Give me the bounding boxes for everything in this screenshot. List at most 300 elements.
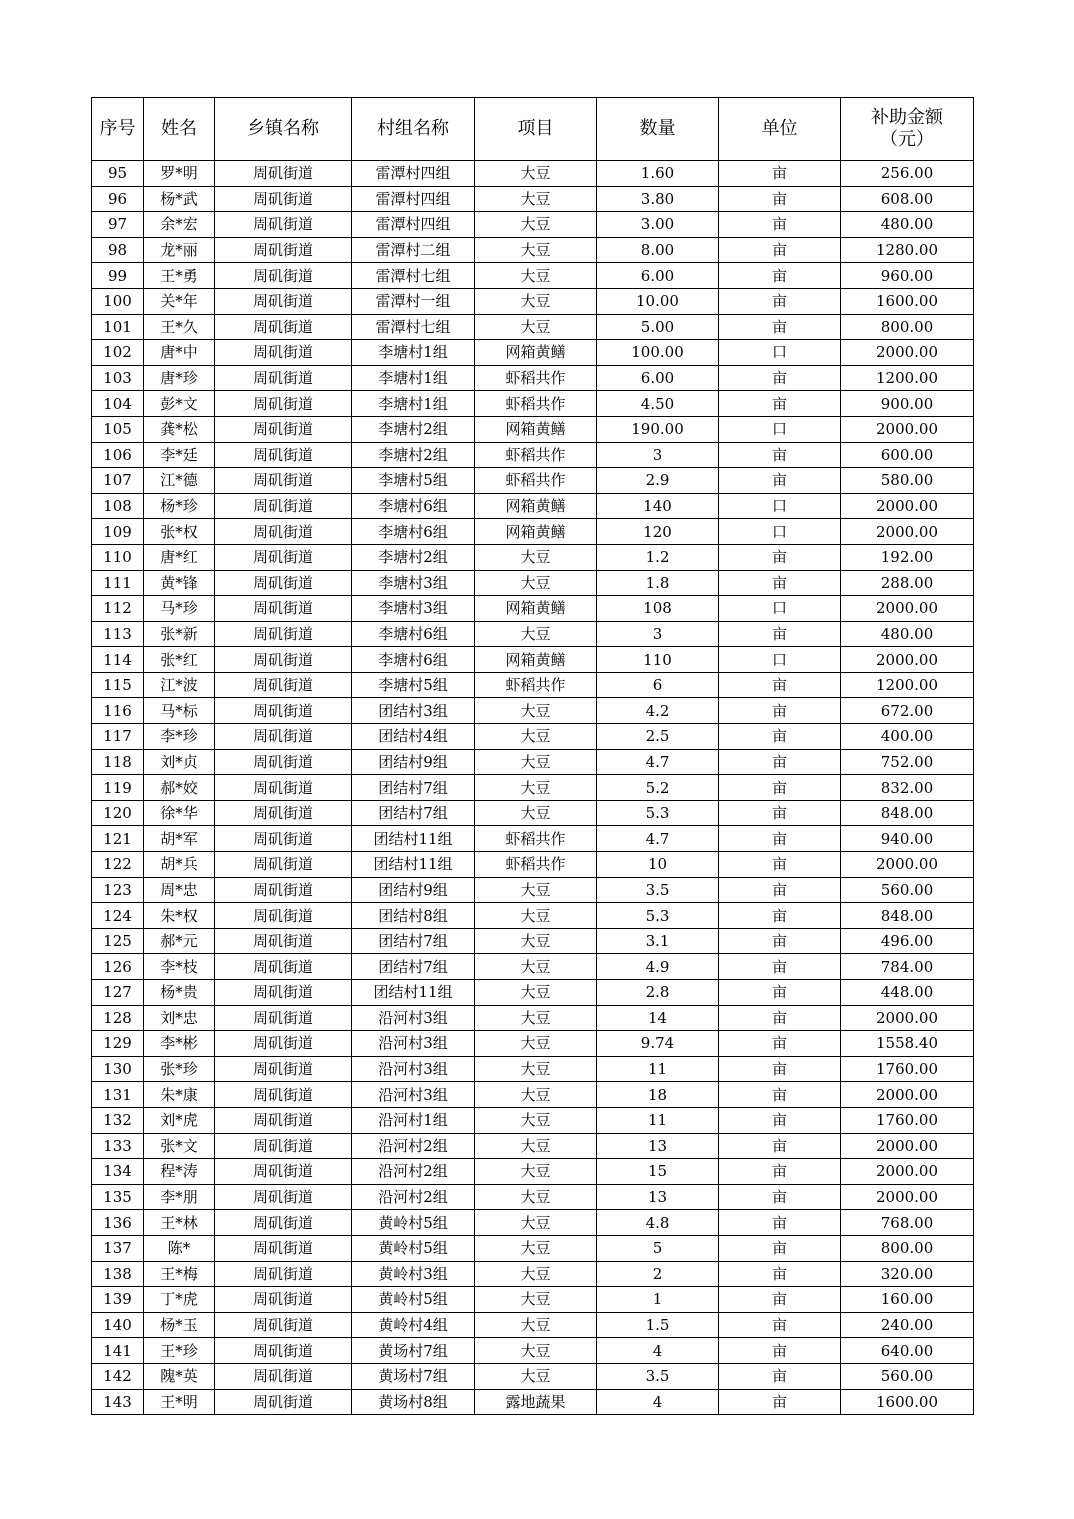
table-row [92, 391, 974, 417]
project-cell: 网箱黄鳝 [475, 596, 597, 622]
table-row [92, 1133, 974, 1159]
name-cell: 隗*英 [144, 1363, 215, 1389]
table-row [92, 288, 974, 314]
amount-cell: 848.00 [841, 800, 974, 826]
table-body [92, 161, 974, 1415]
unit-cell: 亩 [719, 544, 841, 570]
village-group-cell: 李塘村1组 [352, 365, 475, 391]
village-group-cell: 团结村11组 [352, 826, 475, 852]
amount-cell: 560.00 [841, 877, 974, 903]
unit-cell: 亩 [719, 1159, 841, 1185]
village-group-cell: 李塘村3组 [352, 570, 475, 596]
town-cell: 周矶街道 [215, 852, 352, 878]
unit-cell: 亩 [719, 903, 841, 929]
seq-cell: 125 [92, 928, 144, 954]
name-cell: 张*红 [144, 647, 215, 673]
amount-cell: 2000.00 [841, 519, 974, 545]
project-cell: 大豆 [475, 570, 597, 596]
quantity-cell: 5.00 [597, 314, 719, 340]
table-row [92, 698, 974, 724]
seq-cell: 101 [92, 314, 144, 340]
seq-cell: 136 [92, 1210, 144, 1236]
unit-cell: 亩 [719, 442, 841, 468]
amount-cell: 960.00 [841, 263, 974, 289]
unit-cell: 亩 [719, 954, 841, 980]
amount-cell: 2000.00 [841, 647, 974, 673]
seq-cell: 139 [92, 1287, 144, 1313]
amount-cell: 900.00 [841, 391, 974, 417]
seq-cell: 141 [92, 1338, 144, 1364]
project-cell: 大豆 [475, 954, 597, 980]
village-group-cell: 雷潭村四组 [352, 212, 475, 238]
seq-cell: 107 [92, 468, 144, 494]
quantity-cell: 5 [597, 1235, 719, 1261]
town-cell: 周矶街道 [215, 288, 352, 314]
table-row [92, 161, 974, 187]
name-cell: 王*珍 [144, 1338, 215, 1364]
town-cell: 周矶街道 [215, 391, 352, 417]
quantity-cell: 1.5 [597, 1312, 719, 1338]
header-name: 姓名 [144, 98, 215, 161]
unit-cell: 亩 [719, 1363, 841, 1389]
unit-cell: 亩 [719, 1287, 841, 1313]
amount-cell: 1558.40 [841, 1031, 974, 1057]
village-group-cell: 团结村7组 [352, 775, 475, 801]
project-cell: 大豆 [475, 980, 597, 1006]
amount-cell: 1760.00 [841, 1107, 974, 1133]
unit-cell: 亩 [719, 570, 841, 596]
village-group-cell: 雷潭村一组 [352, 288, 475, 314]
amount-cell: 400.00 [841, 724, 974, 750]
quantity-cell: 4.8 [597, 1210, 719, 1236]
village-group-cell: 雷潭村四组 [352, 161, 475, 187]
header-quantity: 数量 [597, 98, 719, 161]
name-cell: 张*文 [144, 1133, 215, 1159]
amount-cell: 256.00 [841, 161, 974, 187]
seq-cell: 126 [92, 954, 144, 980]
amount-cell: 2000.00 [841, 340, 974, 366]
town-cell: 周矶街道 [215, 672, 352, 698]
amount-cell: 192.00 [841, 544, 974, 570]
seq-cell: 118 [92, 749, 144, 775]
table-row [92, 1159, 974, 1185]
town-cell: 周矶街道 [215, 468, 352, 494]
seq-cell: 99 [92, 263, 144, 289]
name-cell: 杨*玉 [144, 1312, 215, 1338]
project-cell: 大豆 [475, 212, 597, 238]
village-group-cell: 黄场村8组 [352, 1389, 475, 1415]
quantity-cell: 108 [597, 596, 719, 622]
town-cell: 周矶街道 [215, 800, 352, 826]
village-group-cell: 黄场村7组 [352, 1363, 475, 1389]
name-cell: 杨*贵 [144, 980, 215, 1006]
amount-cell: 560.00 [841, 1363, 974, 1389]
village-group-cell: 黄场村7组 [352, 1338, 475, 1364]
seq-cell: 119 [92, 775, 144, 801]
unit-cell: 亩 [719, 1389, 841, 1415]
table-row [92, 365, 974, 391]
unit-cell: 亩 [719, 1056, 841, 1082]
project-cell: 虾稻共作 [475, 826, 597, 852]
village-group-cell: 沿河村3组 [352, 1031, 475, 1057]
amount-cell: 496.00 [841, 928, 974, 954]
quantity-cell: 2.9 [597, 468, 719, 494]
quantity-cell: 6 [597, 672, 719, 698]
table-row [92, 1031, 974, 1057]
town-cell: 周矶街道 [215, 877, 352, 903]
village-group-cell: 李塘村2组 [352, 442, 475, 468]
project-cell: 大豆 [475, 1338, 597, 1364]
seq-cell: 135 [92, 1184, 144, 1210]
name-cell: 王*勇 [144, 263, 215, 289]
town-cell: 周矶街道 [215, 749, 352, 775]
name-cell: 李*朋 [144, 1184, 215, 1210]
unit-cell: 口 [719, 340, 841, 366]
name-cell: 李*枝 [144, 954, 215, 980]
quantity-cell: 6.00 [597, 365, 719, 391]
table-row [92, 1082, 974, 1108]
village-group-cell: 黄岭村3组 [352, 1261, 475, 1287]
town-cell: 周矶街道 [215, 903, 352, 929]
project-cell: 网箱黄鳝 [475, 340, 597, 366]
village-group-cell: 团结村8组 [352, 903, 475, 929]
table-row [92, 1005, 974, 1031]
name-cell: 罗*明 [144, 161, 215, 187]
town-cell: 周矶街道 [215, 570, 352, 596]
name-cell: 马*标 [144, 698, 215, 724]
village-group-cell: 雷潭村二组 [352, 237, 475, 263]
town-cell: 周矶街道 [215, 493, 352, 519]
quantity-cell: 140 [597, 493, 719, 519]
table-row [92, 1184, 974, 1210]
project-cell: 大豆 [475, 1107, 597, 1133]
seq-cell: 111 [92, 570, 144, 596]
unit-cell: 亩 [719, 1133, 841, 1159]
amount-cell: 580.00 [841, 468, 974, 494]
unit-cell: 亩 [719, 1082, 841, 1108]
town-cell: 周矶街道 [215, 621, 352, 647]
table-row [92, 1312, 974, 1338]
village-group-cell: 李塘村6组 [352, 647, 475, 673]
amount-cell: 800.00 [841, 1235, 974, 1261]
village-group-cell: 团结村3组 [352, 698, 475, 724]
project-cell: 大豆 [475, 288, 597, 314]
town-cell: 周矶街道 [215, 212, 352, 238]
table-row [92, 442, 974, 468]
quantity-cell: 2.8 [597, 980, 719, 1006]
amount-cell: 848.00 [841, 903, 974, 929]
village-group-cell: 沿河村2组 [352, 1159, 475, 1185]
amount-cell: 2000.00 [841, 1005, 974, 1031]
amount-cell: 1600.00 [841, 1389, 974, 1415]
table-row [92, 1338, 974, 1364]
village-group-cell: 团结村7组 [352, 928, 475, 954]
name-cell: 王*林 [144, 1210, 215, 1236]
town-cell: 周矶街道 [215, 263, 352, 289]
town-cell: 周矶街道 [215, 1210, 352, 1236]
seq-cell: 117 [92, 724, 144, 750]
seq-cell: 103 [92, 365, 144, 391]
quantity-cell: 4.50 [597, 391, 719, 417]
unit-cell: 口 [719, 416, 841, 442]
town-cell: 周矶街道 [215, 1056, 352, 1082]
name-cell: 唐*红 [144, 544, 215, 570]
village-group-cell: 团结村7组 [352, 800, 475, 826]
name-cell: 张*新 [144, 621, 215, 647]
town-cell: 周矶街道 [215, 186, 352, 212]
quantity-cell: 5.3 [597, 903, 719, 929]
project-cell: 大豆 [475, 1056, 597, 1082]
seq-cell: 134 [92, 1159, 144, 1185]
seq-cell: 96 [92, 186, 144, 212]
quantity-cell: 3.1 [597, 928, 719, 954]
quantity-cell: 10 [597, 852, 719, 878]
table-row [92, 1363, 974, 1389]
project-cell: 大豆 [475, 1159, 597, 1185]
village-group-cell: 雷潭村七组 [352, 263, 475, 289]
table-row [92, 980, 974, 1006]
amount-cell: 480.00 [841, 621, 974, 647]
seq-cell: 113 [92, 621, 144, 647]
village-group-cell: 团结村4组 [352, 724, 475, 750]
amount-cell: 2000.00 [841, 1159, 974, 1185]
town-cell: 周矶街道 [215, 1287, 352, 1313]
village-group-cell: 李塘村6组 [352, 493, 475, 519]
table-row [92, 493, 974, 519]
unit-cell: 亩 [719, 928, 841, 954]
name-cell: 唐*中 [144, 340, 215, 366]
header-amount-unit: （元） [880, 129, 934, 150]
amount-cell: 640.00 [841, 1338, 974, 1364]
quantity-cell: 120 [597, 519, 719, 545]
table-row [92, 826, 974, 852]
village-group-cell: 沿河村3组 [352, 1082, 475, 1108]
name-cell: 郝*元 [144, 928, 215, 954]
town-cell: 周矶街道 [215, 365, 352, 391]
project-cell: 大豆 [475, 237, 597, 263]
project-cell: 虾稻共作 [475, 365, 597, 391]
quantity-cell: 4.7 [597, 826, 719, 852]
amount-cell: 1280.00 [841, 237, 974, 263]
quantity-cell: 3.00 [597, 212, 719, 238]
project-cell: 网箱黄鳝 [475, 493, 597, 519]
quantity-cell: 1.2 [597, 544, 719, 570]
town-cell: 周矶街道 [215, 928, 352, 954]
amount-cell: 2000.00 [841, 596, 974, 622]
project-cell: 大豆 [475, 1210, 597, 1236]
table-row [92, 212, 974, 238]
amount-cell: 940.00 [841, 826, 974, 852]
seq-cell: 143 [92, 1389, 144, 1415]
unit-cell: 亩 [719, 212, 841, 238]
village-group-cell: 黄岭村4组 [352, 1312, 475, 1338]
seq-cell: 114 [92, 647, 144, 673]
seq-cell: 123 [92, 877, 144, 903]
name-cell: 李*廷 [144, 442, 215, 468]
amount-cell: 800.00 [841, 314, 974, 340]
amount-cell: 832.00 [841, 775, 974, 801]
name-cell: 丁*虎 [144, 1287, 215, 1313]
project-cell: 大豆 [475, 1184, 597, 1210]
name-cell: 江*德 [144, 468, 215, 494]
seq-cell: 104 [92, 391, 144, 417]
unit-cell: 亩 [719, 724, 841, 750]
village-group-cell: 李塘村3组 [352, 596, 475, 622]
seq-cell: 129 [92, 1031, 144, 1057]
town-cell: 周矶街道 [215, 1312, 352, 1338]
quantity-cell: 3 [597, 442, 719, 468]
village-group-cell: 沿河村2组 [352, 1133, 475, 1159]
town-cell: 周矶街道 [215, 161, 352, 187]
quantity-cell: 18 [597, 1082, 719, 1108]
village-group-cell: 李塘村5组 [352, 468, 475, 494]
seq-cell: 116 [92, 698, 144, 724]
unit-cell: 亩 [719, 775, 841, 801]
seq-cell: 142 [92, 1363, 144, 1389]
name-cell: 程*涛 [144, 1159, 215, 1185]
amount-cell: 2000.00 [841, 1082, 974, 1108]
project-cell: 大豆 [475, 775, 597, 801]
header-town: 乡镇名称 [215, 98, 352, 161]
table-row [92, 263, 974, 289]
village-group-cell: 沿河村2组 [352, 1184, 475, 1210]
unit-cell: 亩 [719, 1312, 841, 1338]
table-row [92, 596, 974, 622]
name-cell: 朱*康 [144, 1082, 215, 1108]
village-group-cell: 雷潭村四组 [352, 186, 475, 212]
unit-cell: 亩 [719, 800, 841, 826]
amount-cell: 448.00 [841, 980, 974, 1006]
quantity-cell: 14 [597, 1005, 719, 1031]
project-cell: 大豆 [475, 1235, 597, 1261]
unit-cell: 口 [719, 519, 841, 545]
project-cell: 网箱黄鳝 [475, 416, 597, 442]
amount-cell: 240.00 [841, 1312, 974, 1338]
name-cell: 王*梅 [144, 1261, 215, 1287]
seq-cell: 127 [92, 980, 144, 1006]
table-row [92, 1107, 974, 1133]
name-cell: 王*久 [144, 314, 215, 340]
amount-cell: 608.00 [841, 186, 974, 212]
town-cell: 周矶街道 [215, 775, 352, 801]
unit-cell: 亩 [719, 826, 841, 852]
seq-cell: 97 [92, 212, 144, 238]
table-row [92, 775, 974, 801]
unit-cell: 亩 [719, 263, 841, 289]
unit-cell: 亩 [719, 621, 841, 647]
unit-cell: 亩 [719, 365, 841, 391]
name-cell: 余*宏 [144, 212, 215, 238]
header-project: 项目 [475, 98, 597, 161]
name-cell: 刘*虎 [144, 1107, 215, 1133]
quantity-cell: 4.9 [597, 954, 719, 980]
quantity-cell: 8.00 [597, 237, 719, 263]
project-cell: 露地蔬果 [475, 1389, 597, 1415]
seq-cell: 110 [92, 544, 144, 570]
name-cell: 关*年 [144, 288, 215, 314]
seq-cell: 133 [92, 1133, 144, 1159]
name-cell: 张*权 [144, 519, 215, 545]
table-row [92, 186, 974, 212]
seq-cell: 106 [92, 442, 144, 468]
table-row [92, 749, 974, 775]
name-cell: 周*忠 [144, 877, 215, 903]
town-cell: 周矶街道 [215, 698, 352, 724]
table-row [92, 468, 974, 494]
unit-cell: 亩 [719, 980, 841, 1006]
quantity-cell: 4 [597, 1389, 719, 1415]
project-cell: 大豆 [475, 1082, 597, 1108]
name-cell: 胡*军 [144, 826, 215, 852]
town-cell: 周矶街道 [215, 1159, 352, 1185]
project-cell: 虾稻共作 [475, 468, 597, 494]
quantity-cell: 13 [597, 1133, 719, 1159]
project-cell: 虾稻共作 [475, 391, 597, 417]
unit-cell: 亩 [719, 1338, 841, 1364]
village-group-cell: 李塘村2组 [352, 416, 475, 442]
name-cell: 李*珍 [144, 724, 215, 750]
name-cell: 彭*文 [144, 391, 215, 417]
name-cell: 黄*锋 [144, 570, 215, 596]
header-unit: 单位 [719, 98, 841, 161]
village-group-cell: 团结村7组 [352, 954, 475, 980]
village-group-cell: 李塘村6组 [352, 621, 475, 647]
table-row [92, 724, 974, 750]
unit-cell: 亩 [719, 391, 841, 417]
quantity-cell: 4 [597, 1338, 719, 1364]
name-cell: 杨*珍 [144, 493, 215, 519]
quantity-cell: 4.7 [597, 749, 719, 775]
project-cell: 大豆 [475, 1312, 597, 1338]
table-row [92, 954, 974, 980]
project-cell: 大豆 [475, 544, 597, 570]
quantity-cell: 2.5 [597, 724, 719, 750]
seq-cell: 121 [92, 826, 144, 852]
unit-cell: 口 [719, 596, 841, 622]
unit-cell: 亩 [719, 1261, 841, 1287]
seq-cell: 120 [92, 800, 144, 826]
seq-cell: 138 [92, 1261, 144, 1287]
unit-cell: 亩 [719, 288, 841, 314]
project-cell: 大豆 [475, 1287, 597, 1313]
name-cell: 郝*姣 [144, 775, 215, 801]
seq-cell: 124 [92, 903, 144, 929]
project-cell: 大豆 [475, 186, 597, 212]
quantity-cell: 2 [597, 1261, 719, 1287]
quantity-cell: 100.00 [597, 340, 719, 366]
quantity-cell: 15 [597, 1159, 719, 1185]
village-group-cell: 团结村9组 [352, 749, 475, 775]
village-group-cell: 团结村11组 [352, 852, 475, 878]
project-cell: 大豆 [475, 903, 597, 929]
name-cell: 王*明 [144, 1389, 215, 1415]
amount-cell: 2000.00 [841, 1184, 974, 1210]
project-cell: 大豆 [475, 621, 597, 647]
header-village-group: 村组名称 [352, 98, 475, 161]
unit-cell: 口 [719, 647, 841, 673]
unit-cell: 亩 [719, 672, 841, 698]
project-cell: 虾稻共作 [475, 442, 597, 468]
table-row [92, 1287, 974, 1313]
table-row [92, 877, 974, 903]
project-cell: 虾稻共作 [475, 672, 597, 698]
quantity-cell: 1.8 [597, 570, 719, 596]
village-group-cell: 黄岭村5组 [352, 1210, 475, 1236]
seq-cell: 95 [92, 161, 144, 187]
amount-cell: 288.00 [841, 570, 974, 596]
amount-cell: 768.00 [841, 1210, 974, 1236]
town-cell: 周矶街道 [215, 1133, 352, 1159]
